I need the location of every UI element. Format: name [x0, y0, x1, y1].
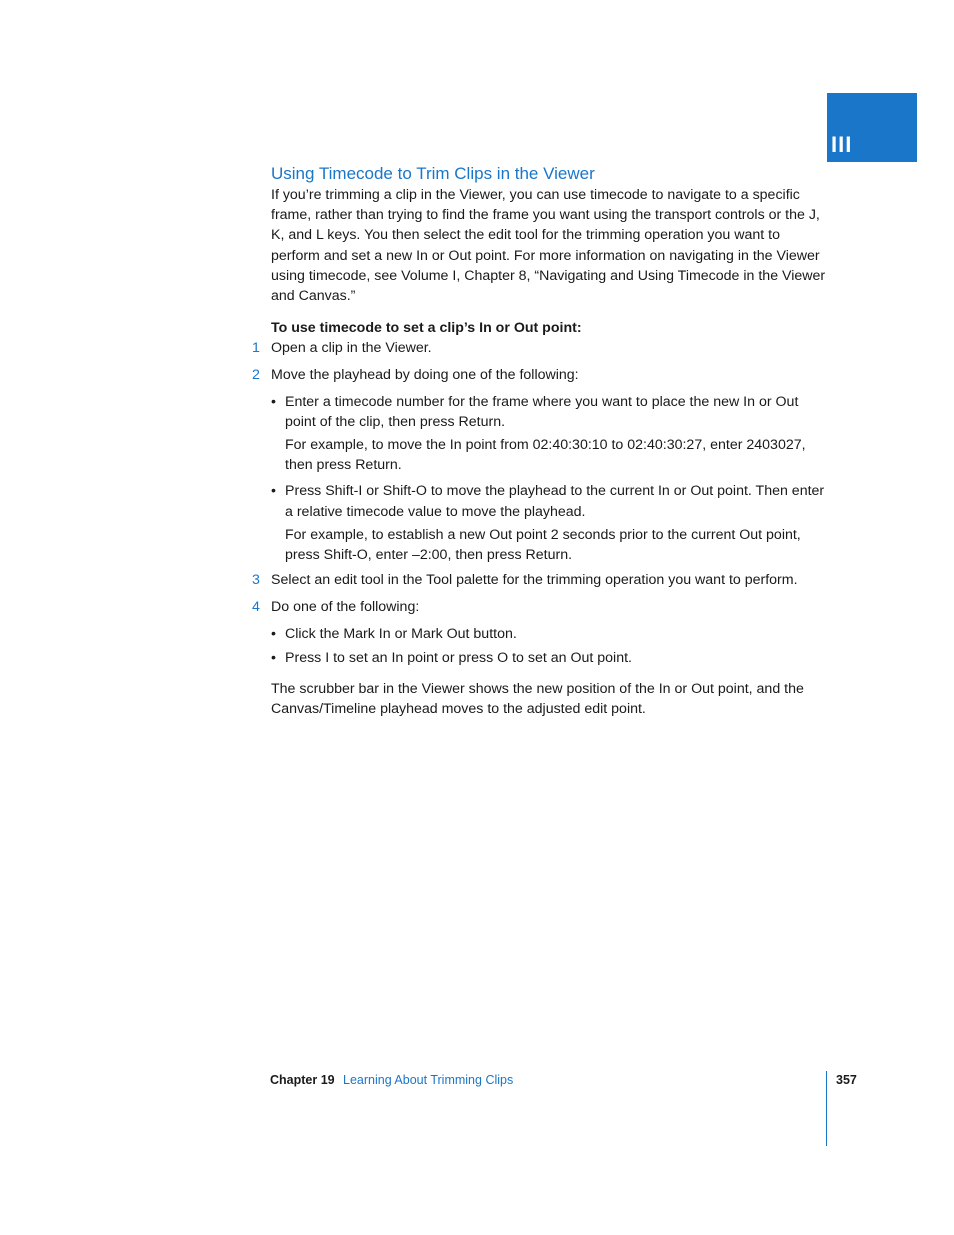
section-heading: Using Timecode to Trim Clips in the Viewer [271, 164, 595, 183]
bullet-text: Press I to set an In point or press O to set an Out point. [285, 649, 632, 666]
step-number: 4 [252, 599, 260, 616]
footer-chapter-title: Learning About Trimming Clips [343, 1073, 514, 1087]
intro-paragraph: If you’re trimming a clip in the Viewer, you can use timecode to navigate to a specific frame, rather than trying to find the frame you want using the transport controls or the J, K, and L keys. You then select the edit tool for the trimming operation you want to perform and set a new In or Out point. For more information on navigating in the Viewer using timecode, see Volume I, Chapter 8, “Navigating and Using Timecode in the Viewer and Canvas.” [271, 187, 826, 305]
step-1 [252, 338, 831, 358]
footer-chapter: Chapter 19 [270, 1073, 335, 1087]
footer-divider [826, 1071, 827, 1146]
bullet-subtext: For example, to establish a new Out point 2 seconds prior to the current Out point, press Shift-O, enter –2:00, then press Return. [285, 526, 801, 564]
step-text: Open a clip in the Viewer. [271, 340, 432, 357]
step-text: Do one of the following: [271, 599, 420, 616]
page-content [252, 163, 831, 719]
section-tab [827, 93, 917, 162]
bullet-item [271, 624, 831, 644]
bullet-dot: • [271, 483, 276, 500]
section-tab-label: III [831, 132, 853, 157]
bullet-dot: • [271, 649, 276, 666]
step-number: 1 [252, 340, 260, 357]
bullet-subtext: For example, to move the In point from 02:40:30:10 to 02:40:30:27, enter 2403027, then press Return. [285, 437, 806, 474]
bullet-dot: • [271, 625, 276, 642]
step-text: Select an edit tool in the Tool palette for the trimming operation you want to perform. [271, 572, 798, 589]
closing-paragraph: The scrubber bar in the Viewer shows the new position of the In or Out point, and the Canvas/Timeline playhead moves to the adjusted edit point. [271, 681, 804, 718]
page-number: 357 [836, 1073, 857, 1087]
bullet-item [271, 392, 831, 432]
step-number: 3 [252, 572, 260, 589]
step-number: 2 [252, 367, 260, 384]
step-3 [252, 570, 831, 590]
bullet-dot: • [271, 393, 276, 410]
bullet-text: Press Shift-I or Shift-O to move the playhead to the current In or Out point. Then enter a relative timecode value to move the playhead. [285, 483, 825, 520]
bullet-item [271, 481, 831, 521]
step-4 [252, 597, 831, 617]
step-2 [252, 365, 831, 385]
step-text: Move the playhead by doing one of the following: [271, 367, 579, 384]
bullet-text: Enter a timecode number for the frame where you want to place the new In or Out point of the clip, then press Return. [285, 393, 799, 430]
bullet-text: Click the Mark In or Mark Out button. [285, 625, 517, 642]
task-title: To use timecode to set a clip’s In or Out point: [271, 320, 582, 337]
bullet-item [271, 648, 831, 668]
